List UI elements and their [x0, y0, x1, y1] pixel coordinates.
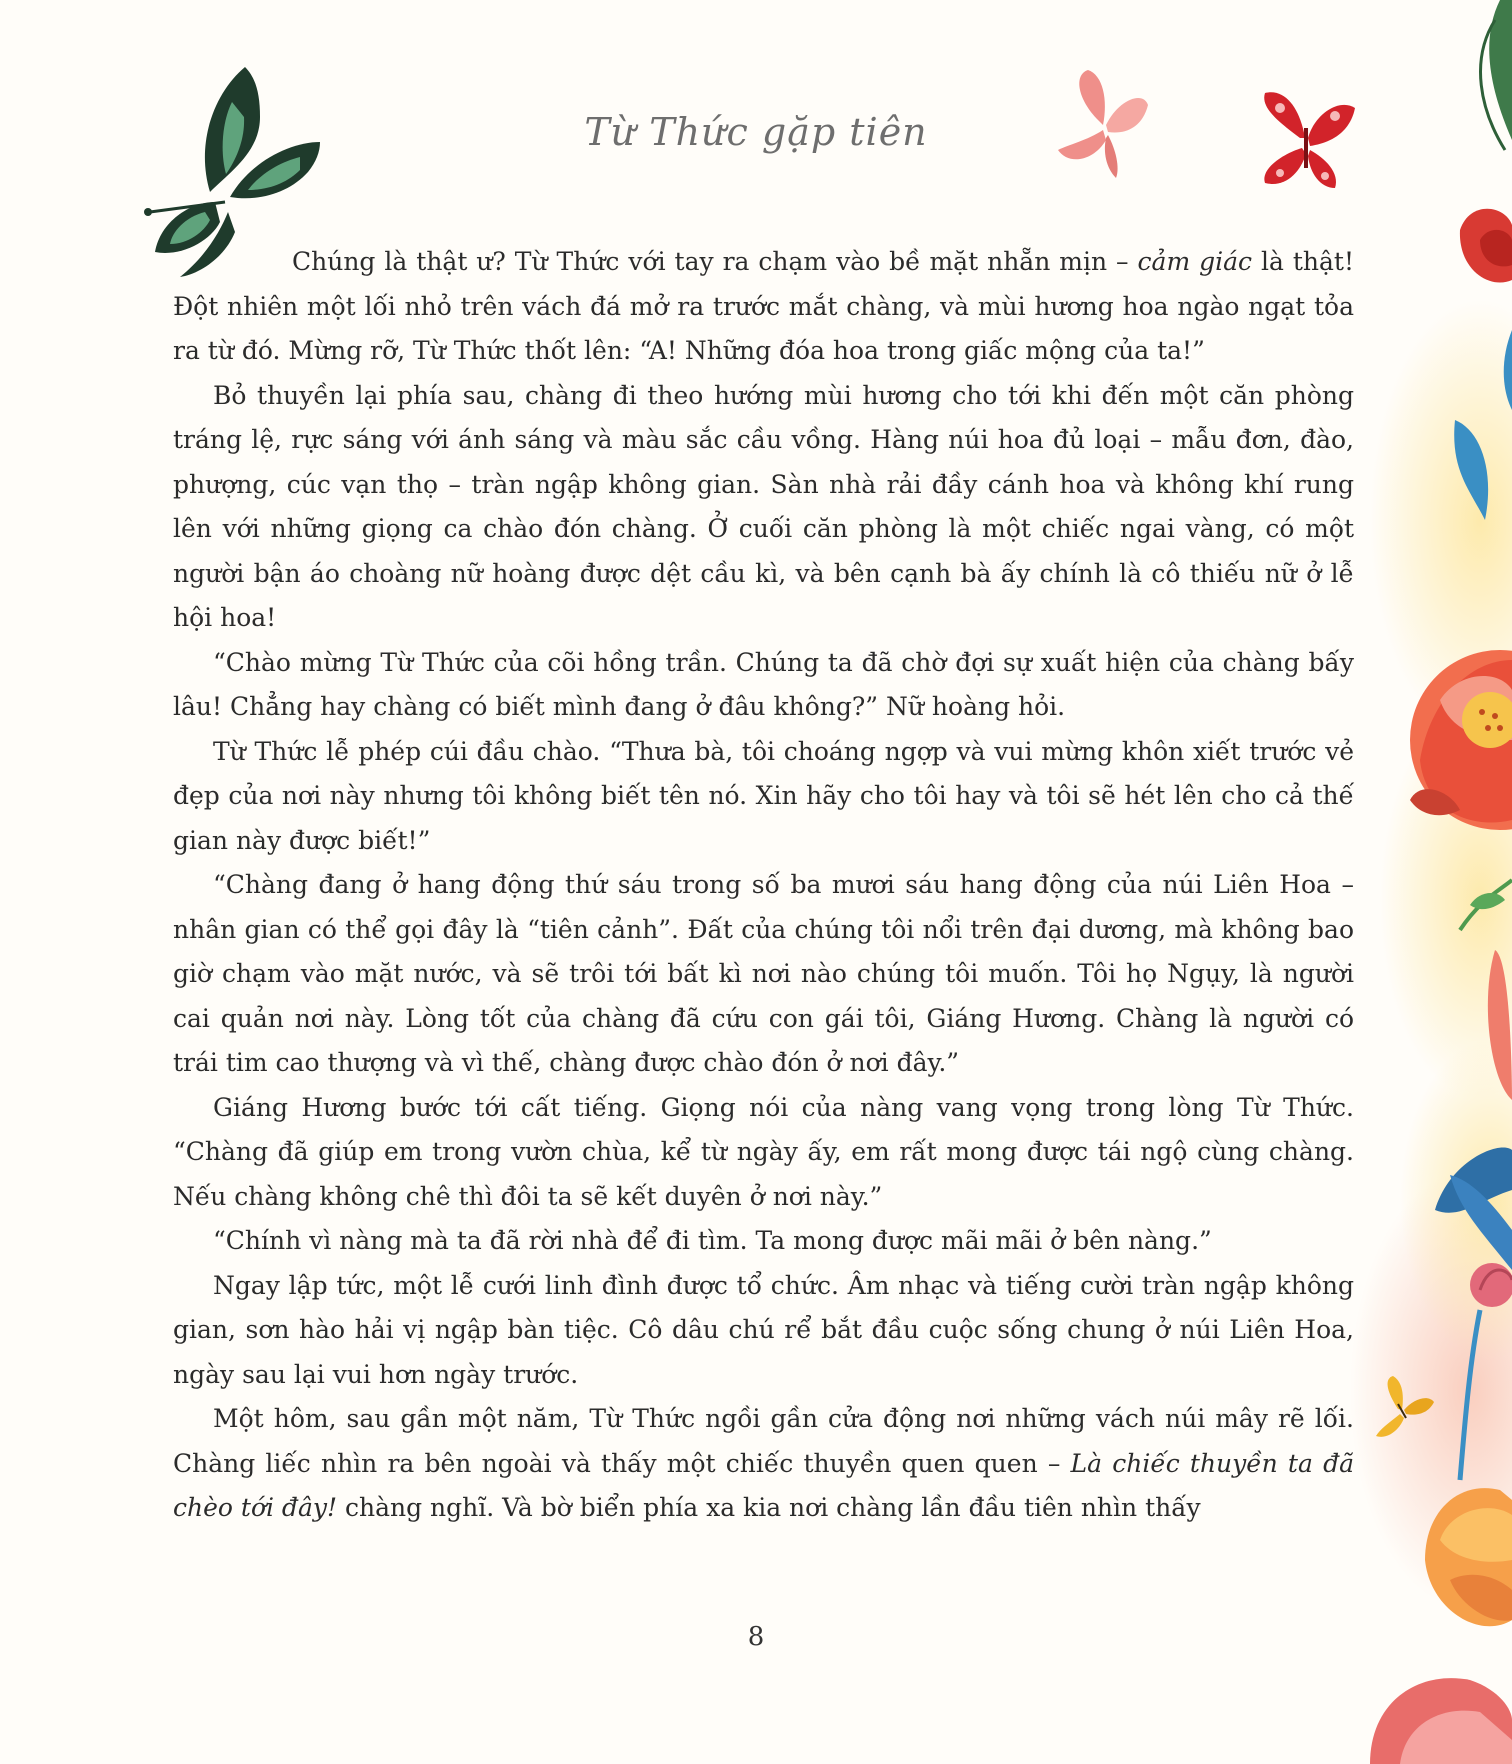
- paragraph: Ngay lập tức, một lễ cưới linh đình được tổ chức. Âm nhạc và tiếng cười tràn ngập không gian, sơn hào hải vị ngập bàn tiệc. Cô dâu chú rể bắt đầu cuộc sống chung ở núi Liên Hoa, ngày sau lại vui hơn ngày trước.: [173, 1270, 1354, 1389]
- paragraph: “Chàng đang ở hang động thứ sáu trong số ba mươi sáu hang động của núi Liên Hoa – nhân gian có thể gọi đây là “tiên cảnh”. Đất của chúng tôi nổi trên đại dương, mà không bao giờ chạm vào mặt nước, và sẽ trôi tới bất kì nơi nào chúng tôi muốn. Tôi họ Ngụy, là người cai quản nơi này. Lòng tốt của chàng đã cứu con gái tôi, Giáng Hương. Chàng là người có trái tim cao thượng và vì thế, chàng được chào đón ở nơi đây.”: [173, 870, 1354, 1077]
- paragraph: “Chính vì nàng mà ta đã rời nhà để đi tìm. Ta mong được mãi mãi ở bên nàng.”: [213, 1226, 1212, 1255]
- pink-flower-icon: [1370, 1678, 1512, 1764]
- floral-border-illustration: [1330, 0, 1512, 1764]
- chapter-title: Từ Thức gặp tiên: [584, 110, 928, 154]
- paragraph: “Chào mừng Từ Thức của cõi hồng trần. Chúng ta đã chờ đợi sự xuất hiện của chàng bấy lâu! Chẳng hay chàng có biết mình đang ở đâu không?” Nữ hoàng hỏi.: [173, 647, 1354, 721]
- paragraph: Bỏ thuyền lại phía sau, chàng đi theo hướng mùi hương cho tới khi đến một căn phòng tráng lệ, rực sáng với ánh sáng và màu sắc cầu vồng. Hàng núi hoa đủ loại – mẫu đơn, đào, phượng, cúc vạn thọ – tràn ngập không gian. Sàn nhà rải đầy cánh hoa và không khí rung lên với những giọng ca chào đón chàng. Ở cuối căn phòng là một chiếc ngai vàng, có một người bận áo choàng nữ hoàng được dệt cầu kì, và bên cạnh bà ấy chính là cô thiếu nữ ở lễ hội hoa!: [173, 380, 1354, 632]
- paragraph: Chúng là thật ư? Từ Thức với tay ra chạm vào bề mặt nhẵn mịn – cảm giác là thật! Đột nhiên một lối nhỏ trên vách đá mở ra trước mắt chàng, và mùi hương hoa ngào ngạt tỏa ra từ đó. Mừng rỡ, Từ Thức thốt lên: “A! Những đóa hoa trong giấc mộng của ta!”: [173, 247, 1355, 365]
- yellow-butterfly-icon: [1368, 1374, 1438, 1444]
- paragraph: Từ Thức lễ phép cúi đầu chào. “Thưa bà, tôi choáng ngợp và vui mừng khôn xiết trước vẻ đẹp của nơi này nhưng tôi không biết tên nó. Xin hãy cho tôi hay và tôi sẽ hét lên cho cả thế gian này được biết!”: [173, 736, 1354, 855]
- page-number: 8: [747, 1622, 765, 1652]
- story-text: [173, 240, 1354, 1531]
- paragraph: Một hôm, sau gần một năm, Từ Thức ngồi gần cửa động nơi những vách núi mây rẽ lối. Chàng liếc nhìn ra bên ngoài và thấy một chiếc thuyền quen quen – Là chiếc thuyền ta đã chèo tới đây! chàng nghĩ. Và bờ biển phía xa kia nơi chàng lần đầu tiên nhìn thấy: [173, 1404, 1354, 1522]
- paragraph: Giáng Hương bước tới cất tiếng. Giọng nói của nàng vang vọng trong lòng Từ Thức. “Chàng đã giúp em trong vườn chùa, kể từ ngày ấy, em rất mong được tái ngộ cùng chàng. Nếu chàng không chê thì đôi ta sẽ kết duyên ở nơi này.”: [173, 1092, 1354, 1211]
- red-flower-icon: [1460, 209, 1512, 283]
